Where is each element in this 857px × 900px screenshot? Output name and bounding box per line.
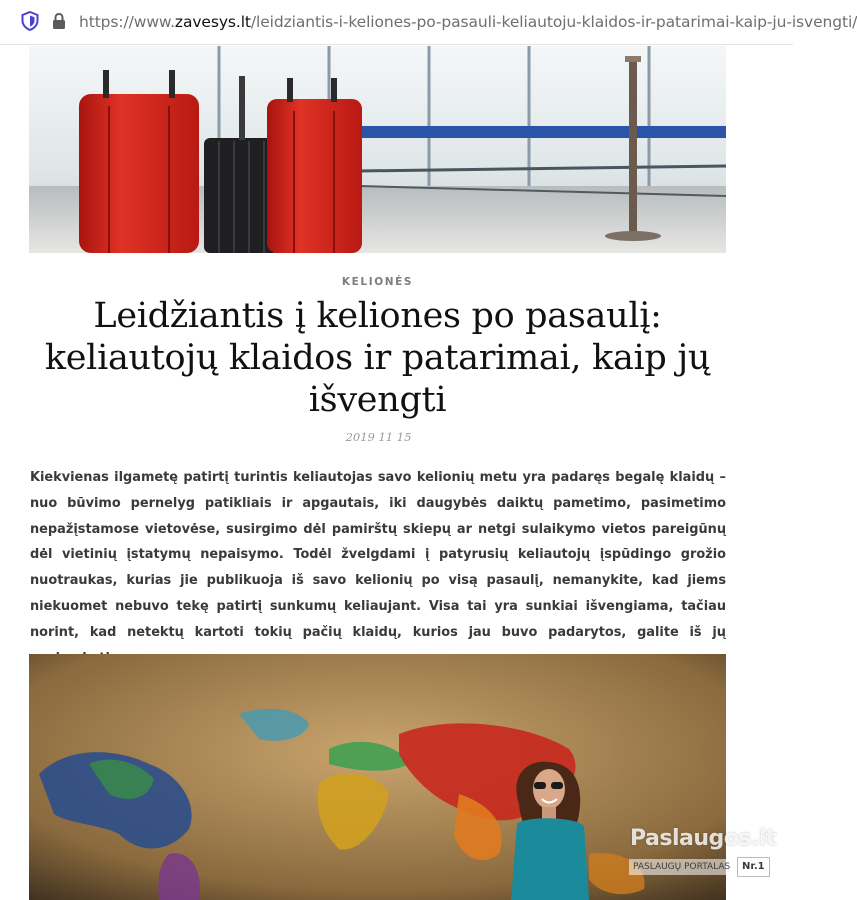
- watermark-tagline: PASLAUGŲ PORTALAS: [629, 859, 734, 875]
- url-scheme: https://www.: [79, 13, 175, 31]
- address-bar[interactable]: [0, 0, 857, 45]
- lock-icon[interactable]: [52, 12, 66, 30]
- url-domain: zavesys.lt: [174, 13, 251, 31]
- url-path: /leidziantis-i-keliones-po-pasauli-keliautoju-klaidos-ir-patarimai-kaip-ju-isvengti/: [250, 13, 857, 31]
- world-map-image: [29, 654, 726, 900]
- article-category[interactable]: KELIONĖS: [341, 276, 414, 288]
- article-intro: Kiekvienas ilgametę patirtį turintis keliautojas savo kelionių metu yra padaręs begalę klaidų – nuo būvimo pernelyg patikliais ir apgautais, iki daugybės daiktų pametimo, pasimetimo nepažįstamose vietovėse, susirgimo dėl pamirštų skiepų ar netgi sulaikymo vietos pareigūnų dėl vietinių įstatymų nepaisymo. Todėl žvelgdami į patyrusių keliautojų įspūdingo grožio nuotraukas, kurias jie publikuoja iš savo kelionių po visą pasaulį, nemanykite, kad jiems niekuomet nebuvo tekę patirtį sunkumų keliaujant. Visa tai yra sunkiai išvengiama, tačiau norint, kad netektų kartoti tokių pačių klaidų, kurios jau buvo padarytos, galite iš jų: [30, 470, 726, 640]
- tracking-protection-shield-icon[interactable]: [21, 11, 39, 31]
- watermark-name: Paslaugos.lt: [630, 826, 776, 851]
- hero-image-suitcases: [29, 46, 726, 253]
- watermark-badge: Nr.1: [737, 857, 770, 877]
- url-field[interactable]: [79, 12, 857, 32]
- article-date: 2019 11 15: [345, 430, 412, 444]
- watermark-paslaugos: [627, 826, 776, 884]
- woman-figure: [511, 762, 589, 900]
- article-title: Leidžiantis į keliones po pasaulį: keliautojų klaidos ir patarimai, kaip jų išvengti: [44, 296, 711, 420]
